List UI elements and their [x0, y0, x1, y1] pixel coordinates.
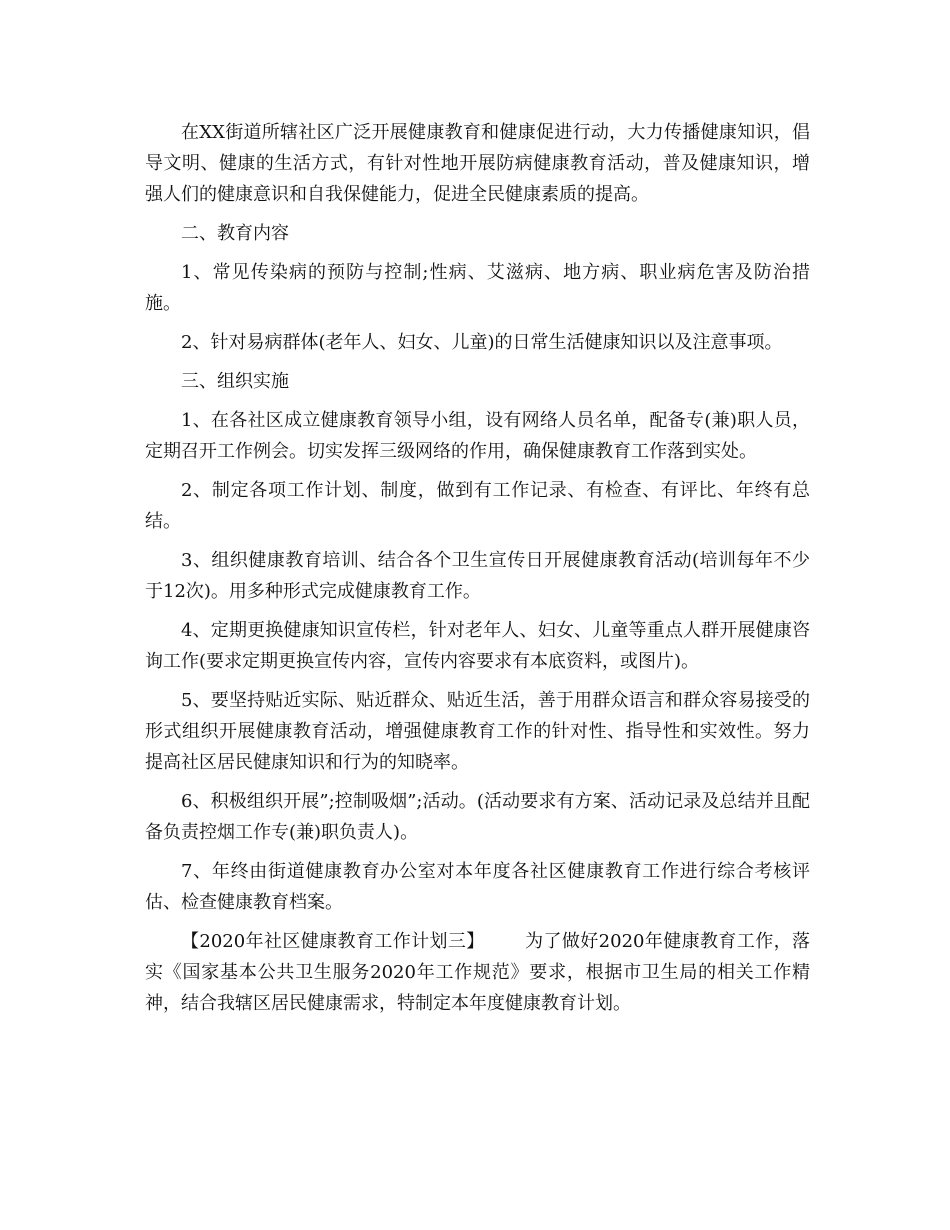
- closing-paragraph: [145, 926, 810, 1019]
- list-item: 1、常见传染病的预防与控制;性病、艾滋病、地方病、职业病危害及防治措施。: [145, 262, 810, 314]
- document-body: [145, 117, 810, 1027]
- section-heading-education-content: 二、教育内容: [181, 223, 289, 244]
- plan-three-title: 【2020年社区健康教育工作计划三】: [181, 931, 485, 952]
- list-item: 5、要坚持贴近实际、贴近群众、贴近生活，善于用群众语言和群众容易接受的形式组织开展健康教育活动，增强健康教育工作的针对性、指导性和实效性。努力提高社区居民健康知识和行为的知晓率。: [145, 690, 810, 773]
- list-item: 2、制定各项工作计划、制度，做到有工作记录、有检查、有评比、年终有总结。: [145, 480, 810, 532]
- list-item: 3、组织健康教育培训、结合各个卫生宣传日开展健康教育活动(培训每年不少于12次)。用多种形式完成健康教育工作。: [145, 550, 810, 602]
- plan-three-text: 为了做好2020年健康教育工作，落实《国家基本公共卫生服务2020年工作规范》要求，根据市卫生局的相关工作精神，结合我辖区居民健康需求，特制定本年度健康教育计划。: [145, 931, 811, 1014]
- list-item: 1、在各社区成立健康教育领导小组，设有网络人员名单，配备专(兼)职人员，定期召开工作例会。切实发挥三级网络的作用，确保健康教育工作落到实处。: [145, 410, 810, 462]
- list-item: 4、定期更换健康知识宣传栏，针对老年人、妇女、儿童等重点人群开展健康咨询工作(要求定期更换宣传内容，宣传内容要求有本底资料，或图片)。: [145, 620, 810, 672]
- list-item: 7、年终由街道健康教育办公室对本年度各社区健康教育工作进行综合考核评估、检查健康教育档案。: [145, 861, 810, 913]
- list-item: 6、积极组织开展”;控制吸烟”;活动。(活动要求有方案、活动记录及总结并且配备负责控烟工作专(兼)职负责人)。: [145, 791, 810, 843]
- list-item: 2、针对易病群体(老年人、妇女、儿童)的日常生活健康知识以及注意事项。: [181, 332, 783, 353]
- section-heading-implementation: 三、组织实施: [181, 371, 289, 392]
- intro-paragraph: 在XX街道所辖社区广泛开展健康教育和健康促进行动，大力传播健康知识，倡导文明、健康的生活方式，有针对性地开展防病健康教育活动，普及健康知识，增强人们的健康意识和自我保健能力，促进全民健康素质的提高。: [145, 122, 810, 205]
